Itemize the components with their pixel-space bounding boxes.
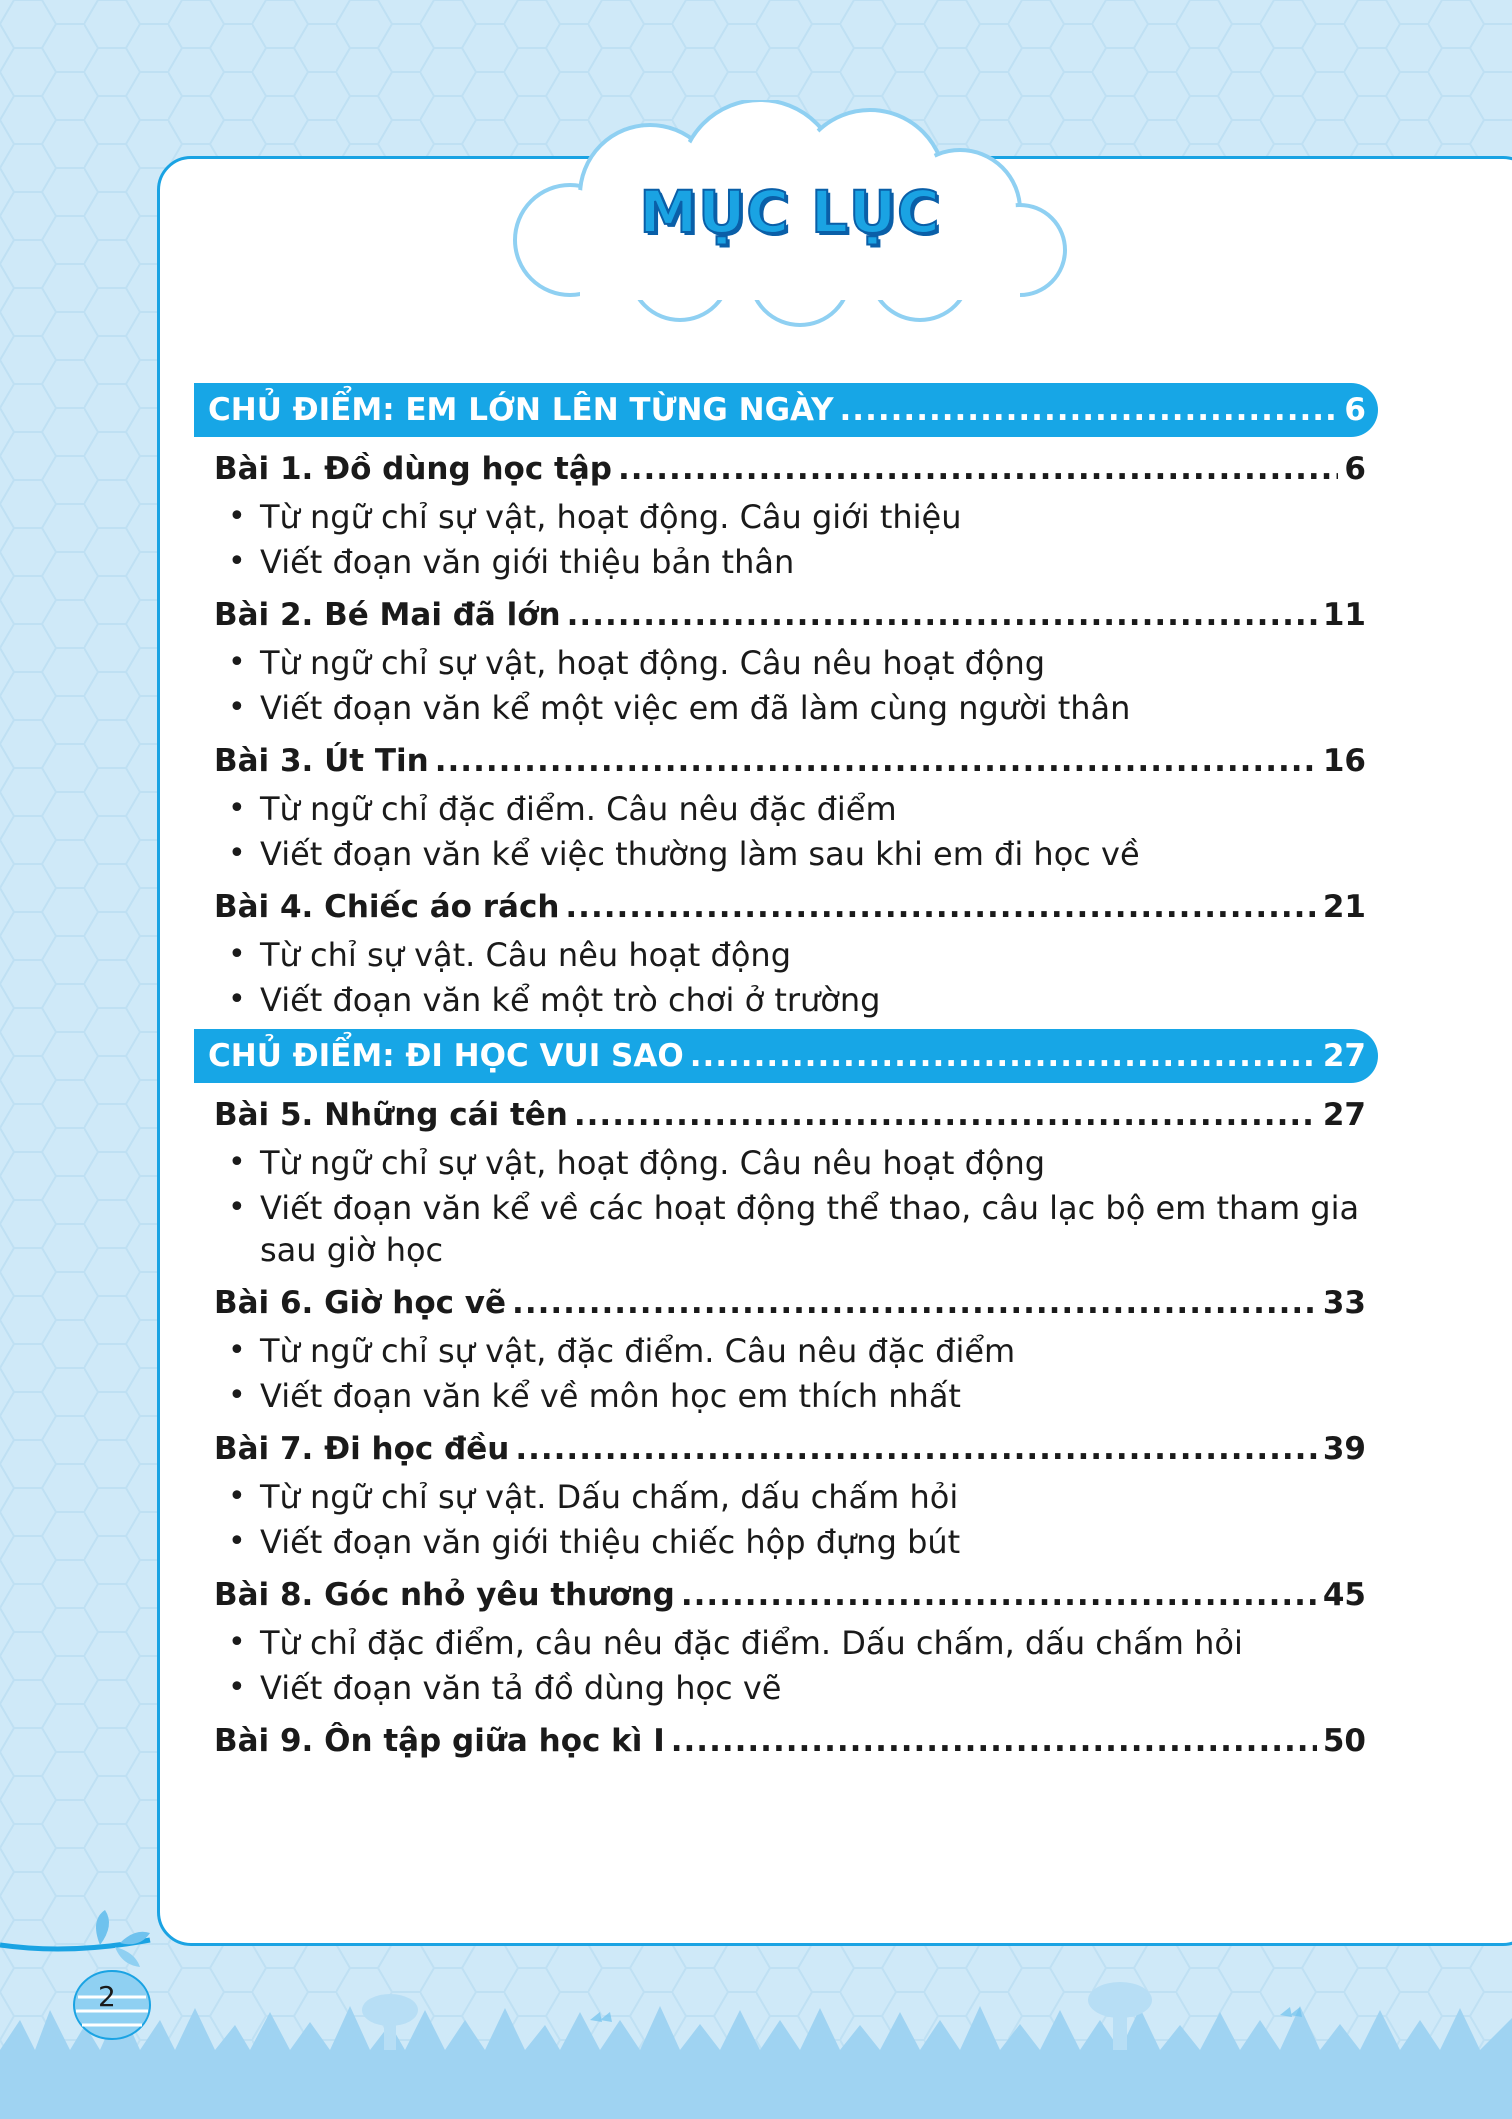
lesson-label: Bài 9. Ôn tập giữa học kì I [214, 1723, 665, 1759]
list-item: • Viết đoạn văn giới thiệu chiếc hộp đựng bút [228, 1523, 961, 1561]
list-item: • Viết đoạn văn kể việc thường làm sau khi em đi học về [228, 835, 1140, 873]
lesson-row[interactable] [200, 445, 1372, 493]
lesson-topics [200, 1622, 1372, 1709]
lesson-row[interactable] [200, 737, 1372, 785]
chapter-page: 27 [1322, 1038, 1366, 1074]
bullet-icon: • [228, 836, 246, 871]
lesson-page: 11 [1322, 597, 1366, 633]
bullet-icon: • [228, 791, 246, 826]
list-item: • Từ chỉ sự vật. Câu nêu hoạt động [228, 936, 791, 974]
chapter-page: 6 [1344, 392, 1366, 428]
bullet-icon: • [228, 690, 246, 725]
bullet-icon: • [228, 1378, 246, 1413]
bullet-icon: • [228, 544, 246, 579]
lesson-page: 27 [1322, 1097, 1366, 1133]
bullet-icon: • [228, 1479, 246, 1514]
lesson-page: 16 [1322, 743, 1366, 779]
lesson-topics [200, 642, 1372, 729]
chapter-label: CHỦ ĐIỂM: EM LỚN LÊN TỪNG NGÀY [208, 392, 834, 428]
bullet-icon: • [228, 1190, 246, 1225]
lesson-topics [200, 1142, 1372, 1271]
table-of-contents [200, 383, 1372, 1765]
dot-leader [840, 383, 1339, 437]
chapter-label: CHỦ ĐIỂM: ĐI HỌC VUI SAO [208, 1038, 684, 1074]
lesson-row[interactable] [200, 883, 1372, 931]
list-item: • Viết đoạn văn kể một việc em đã làm cùng người thân [228, 689, 1131, 727]
list-item: • Từ ngữ chỉ đặc điểm. Câu nêu đặc điểm [228, 790, 897, 828]
bullet-icon: • [228, 1524, 246, 1559]
lesson-topics [200, 1330, 1372, 1417]
lesson-row[interactable] [200, 591, 1372, 639]
lesson-page: 45 [1322, 1577, 1366, 1613]
lesson-label: Bài 3. Út Tin [214, 743, 429, 779]
dot-leader [512, 1279, 1317, 1327]
lesson-page: 39 [1322, 1431, 1366, 1467]
lesson-page: 6 [1344, 451, 1366, 487]
bullet-icon: • [228, 645, 246, 680]
list-item: • Từ chỉ đặc điểm, câu nêu đặc điểm. Dấu chấm, dấu chấm hỏi [228, 1624, 1243, 1662]
lesson-label: Bài 8. Góc nhỏ yêu thương [214, 1577, 675, 1613]
lesson-row[interactable] [200, 1717, 1372, 1765]
lesson-topics [200, 788, 1372, 875]
bullet-icon: • [228, 1625, 246, 1660]
list-item: • Viết đoạn văn kể về các hoạt động thể thao, câu lạc bộ em tham gia sau giờ học [228, 1189, 1360, 1269]
lesson-topics [200, 496, 1372, 583]
beehive-icon [0, 1905, 180, 2045]
lesson-label: Bài 7. Đi học đều [214, 1431, 510, 1467]
lesson-label: Bài 6. Giờ học vẽ [214, 1285, 507, 1321]
lesson-page: 50 [1322, 1723, 1366, 1759]
lesson-row[interactable] [200, 1091, 1372, 1139]
dot-leader [515, 1425, 1317, 1473]
lesson-topics [200, 1476, 1372, 1563]
list-item: • Từ ngữ chỉ sự vật, đặc điểm. Câu nêu đặc điểm [228, 1332, 1016, 1370]
dot-leader [681, 1571, 1317, 1619]
dot-leader [567, 591, 1317, 639]
list-item: • Viết đoạn văn giới thiệu bản thân [228, 543, 795, 581]
list-item: • Viết đoạn văn kể một trò chơi ở trường [228, 981, 881, 1019]
lesson-page: 21 [1322, 889, 1366, 925]
bullet-icon: • [228, 1145, 246, 1180]
bullet-icon: • [228, 499, 246, 534]
lesson-label: Bài 4. Chiếc áo rách [214, 889, 560, 925]
bullet-icon: • [228, 1670, 246, 1705]
list-item: • Từ ngữ chỉ sự vật, hoạt động. Câu nêu hoạt động [228, 644, 1046, 682]
page-title: MỤC LỤC [639, 178, 941, 246]
lesson-row[interactable] [200, 1279, 1372, 1327]
lesson-label: Bài 2. Bé Mai đã lớn [214, 597, 561, 633]
lesson-page: 33 [1322, 1285, 1366, 1321]
dot-leader [671, 1717, 1317, 1765]
dot-leader [435, 737, 1317, 785]
dot-leader [618, 445, 1338, 493]
list-item: • Viết đoạn văn kể về môn học em thích nhất [228, 1377, 961, 1415]
bullet-icon: • [228, 937, 246, 972]
list-item: • Từ ngữ chỉ sự vật, hoạt động. Câu giới thiệu [228, 498, 962, 536]
list-item: • Từ ngữ chỉ sự vật, hoạt động. Câu nêu hoạt động [228, 1144, 1046, 1182]
bullet-icon: • [228, 1333, 246, 1368]
bullet-icon: • [228, 982, 246, 1017]
lesson-row[interactable] [200, 1425, 1372, 1473]
dot-leader [574, 1091, 1317, 1139]
list-item: • Từ ngữ chỉ sự vật. Dấu chấm, dấu chấm hỏi [228, 1478, 959, 1516]
dot-leader [690, 1029, 1317, 1083]
grass-decoration [0, 1900, 1512, 2119]
lesson-label: Bài 1. Đồ dùng học tập [214, 451, 612, 487]
list-item: • Viết đoạn văn tả đồ dùng học vẽ [228, 1669, 782, 1707]
lesson-row[interactable] [200, 1571, 1372, 1619]
lesson-label: Bài 5. Những cái tên [214, 1097, 568, 1133]
page-number: 2 [98, 1980, 116, 2013]
chapter-row[interactable] [194, 1029, 1378, 1083]
chapter-row[interactable] [194, 383, 1378, 437]
dot-leader [565, 883, 1316, 931]
lesson-topics [200, 934, 1372, 1021]
